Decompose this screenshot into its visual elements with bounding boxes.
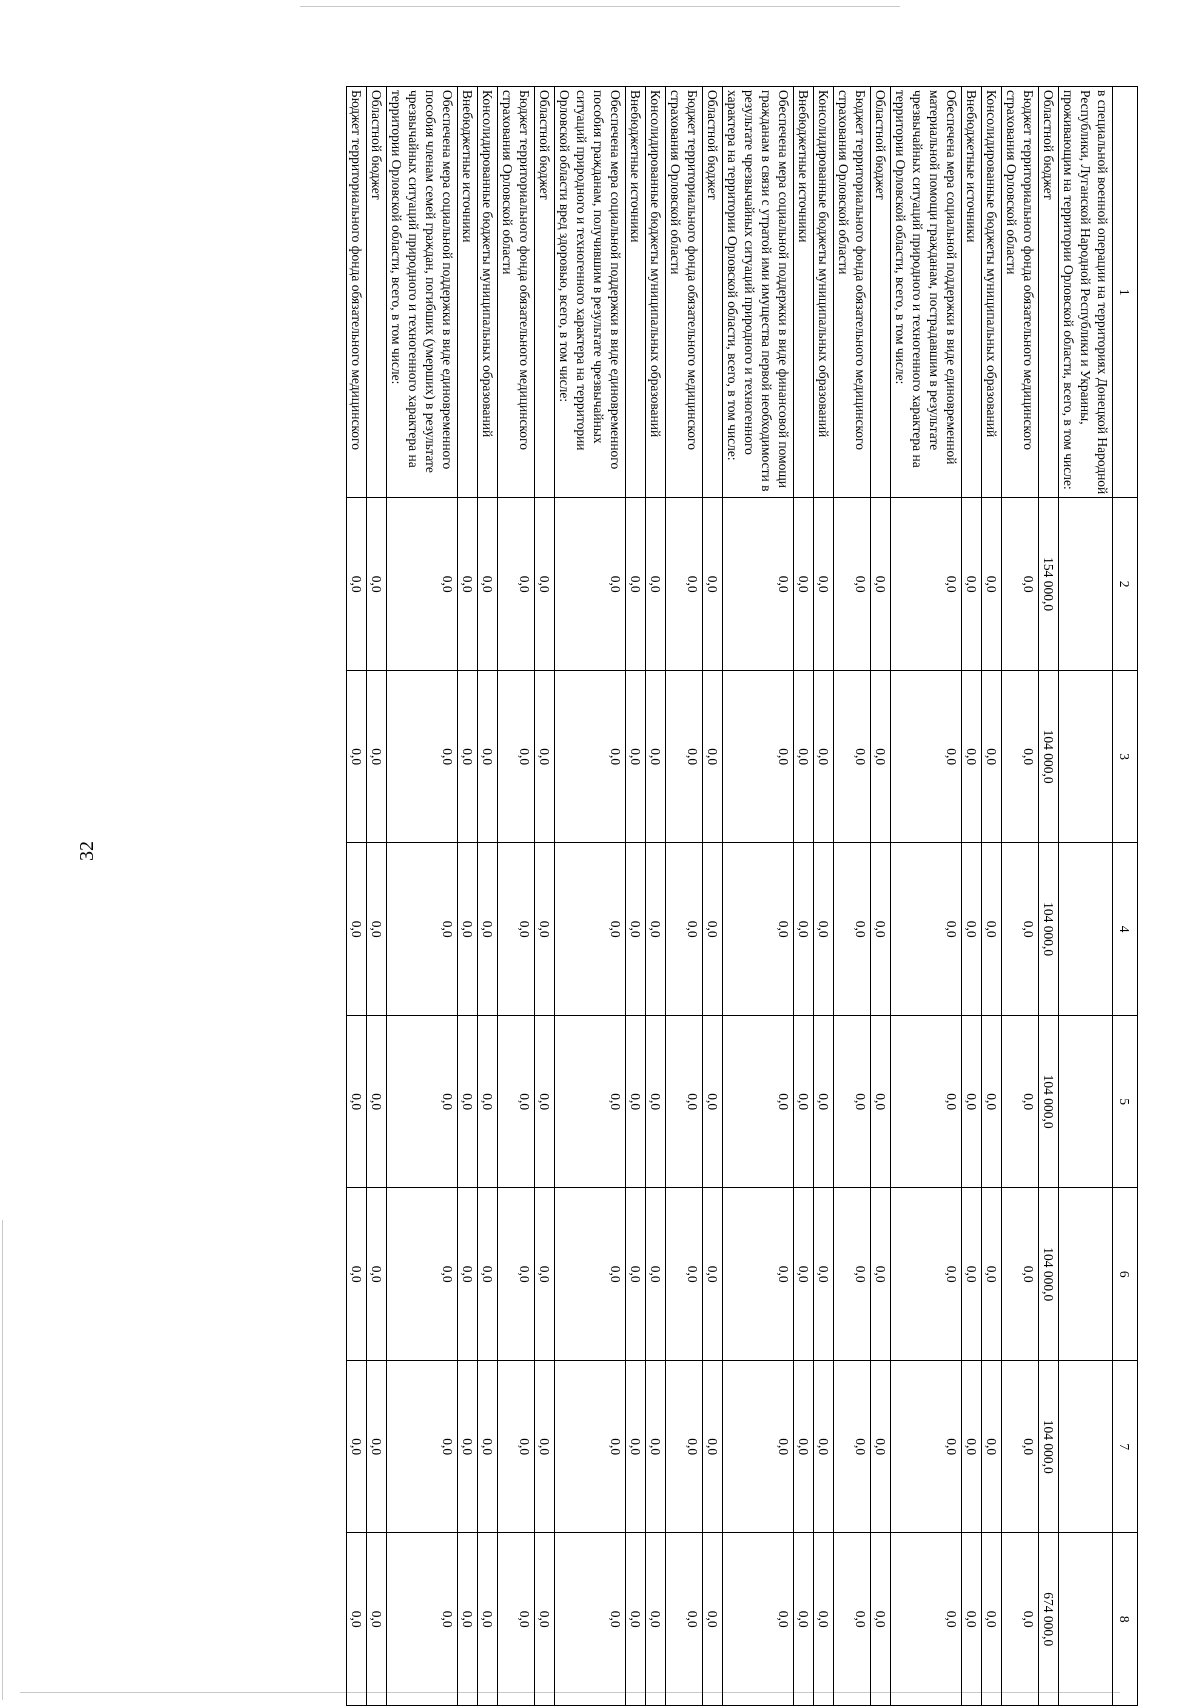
row-label: Внебюджетные источники: [458, 87, 478, 498]
value-cell: 0,0: [555, 1188, 626, 1361]
value-cell: 0,0: [962, 1360, 982, 1533]
table-row: [982, 87, 1002, 1706]
value-cell: 0,0: [794, 1015, 814, 1188]
value-cell: 0,0: [347, 843, 367, 1016]
value-cell: 0,0: [723, 498, 794, 671]
row-label: Областной бюджет: [367, 87, 387, 498]
value-cell: 0,0: [626, 1360, 646, 1533]
value-cell: 0,0: [646, 1533, 666, 1706]
value-cell: 0,0: [347, 1533, 367, 1706]
value-cell: 0,0: [814, 843, 834, 1016]
value-cell: 0,0: [834, 498, 871, 671]
value-cell: 0,0: [458, 1533, 478, 1706]
value-cell: 0,0: [498, 670, 535, 843]
value-cell: 0,0: [703, 1360, 723, 1533]
value-cell: 0,0: [1002, 1533, 1039, 1706]
value-cell: 0,0: [555, 1360, 626, 1533]
value-cell: 0,0: [478, 1015, 498, 1188]
value-cell: 0,0: [834, 843, 871, 1016]
value-cell: 0,0: [814, 1360, 834, 1533]
value-cell: 0,0: [666, 1015, 703, 1188]
value-cell: 0,0: [1002, 1015, 1039, 1188]
value-cell: 0,0: [814, 1188, 834, 1361]
value-cell: 0,0: [387, 1015, 458, 1188]
value-cell: 104 000,0: [1039, 843, 1059, 1016]
row-label: Внебюджетные источники: [626, 87, 646, 498]
table-row: [723, 87, 794, 1706]
value-cell: 0,0: [367, 843, 387, 1016]
value-cell: 0,0: [367, 1188, 387, 1361]
budget-table: [346, 86, 1138, 1706]
table-body: [347, 87, 1113, 1706]
value-cell: 0,0: [387, 670, 458, 843]
value-cell: 0,0: [871, 1188, 891, 1361]
value-cell: 0,0: [703, 1015, 723, 1188]
value-cell: 0,0: [794, 670, 814, 843]
value-cell: 0,0: [367, 1015, 387, 1188]
value-cell: 0,0: [794, 498, 814, 671]
table-row: [891, 87, 962, 1706]
value-cell: 0,0: [535, 1360, 555, 1533]
value-cell: [1059, 1533, 1113, 1706]
value-cell: 0,0: [347, 1360, 367, 1533]
table-row: [646, 87, 666, 1706]
value-cell: 0,0: [834, 1015, 871, 1188]
value-cell: 0,0: [555, 670, 626, 843]
value-cell: 0,0: [962, 670, 982, 843]
value-cell: 0,0: [891, 1533, 962, 1706]
value-cell: 0,0: [982, 1188, 1002, 1361]
value-cell: 0,0: [814, 1015, 834, 1188]
row-label: Областной бюджет: [535, 87, 555, 498]
value-cell: 0,0: [387, 1360, 458, 1533]
value-cell: 0,0: [794, 1533, 814, 1706]
table-row: [794, 87, 814, 1706]
table-row: [703, 87, 723, 1706]
value-cell: [1059, 1015, 1113, 1188]
row-label: Областной бюджет: [871, 87, 891, 498]
column-header-3: 3: [1113, 670, 1138, 843]
value-cell: 0,0: [478, 1533, 498, 1706]
table-row: [387, 87, 458, 1706]
row-label: Внебюджетные источники: [794, 87, 814, 498]
value-cell: 0,0: [982, 670, 1002, 843]
row-label: Бюджет территориального фонда обязательного медицинского страхования Орловской области: [498, 87, 535, 498]
value-cell: 0,0: [387, 1533, 458, 1706]
value-cell: 0,0: [891, 1360, 962, 1533]
value-cell: 0,0: [498, 1015, 535, 1188]
value-cell: 0,0: [498, 1533, 535, 1706]
row-label: Консолидированные бюджеты муниципальных образований: [814, 87, 834, 498]
value-cell: 0,0: [347, 1188, 367, 1361]
value-cell: 0,0: [367, 1360, 387, 1533]
value-cell: 0,0: [498, 1188, 535, 1361]
value-cell: 0,0: [626, 498, 646, 671]
value-cell: 0,0: [535, 843, 555, 1016]
row-label: Бюджет территориального фонда обязательного медицинского страхования Орловской области: [666, 87, 703, 498]
column-header-5: 5: [1113, 1015, 1138, 1188]
value-cell: [1059, 843, 1113, 1016]
value-cell: 0,0: [891, 1015, 962, 1188]
table-row: [535, 87, 555, 1706]
value-cell: 0,0: [982, 1015, 1002, 1188]
value-cell: 0,0: [703, 1188, 723, 1361]
value-cell: 0,0: [555, 843, 626, 1016]
value-cell: 0,0: [626, 670, 646, 843]
value-cell: 104 000,0: [1039, 1360, 1059, 1533]
value-cell: 0,0: [871, 843, 891, 1016]
scan-edge-left: [2, 1220, 3, 1700]
value-cell: 0,0: [834, 670, 871, 843]
value-cell: 0,0: [1002, 1360, 1039, 1533]
table-row: [458, 87, 478, 1706]
value-cell: [1059, 1360, 1113, 1533]
value-cell: 0,0: [871, 1015, 891, 1188]
value-cell: 0,0: [387, 843, 458, 1016]
value-cell: [1059, 1188, 1113, 1361]
value-cell: 0,0: [458, 670, 478, 843]
value-cell: 0,0: [891, 670, 962, 843]
value-cell: 0,0: [703, 498, 723, 671]
table-row: [478, 87, 498, 1706]
column-header-6: 6: [1113, 1188, 1138, 1361]
value-cell: 0,0: [814, 1533, 834, 1706]
row-label: Внебюджетные источники: [962, 87, 982, 498]
table-row: [498, 87, 535, 1706]
value-cell: 0,0: [478, 1360, 498, 1533]
row-label: Областной бюджет: [1039, 87, 1059, 498]
value-cell: 0,0: [891, 843, 962, 1016]
value-cell: 0,0: [666, 843, 703, 1016]
table-row: [367, 87, 387, 1706]
value-cell: 0,0: [478, 843, 498, 1016]
value-cell: 0,0: [498, 843, 535, 1016]
value-cell: 0,0: [1002, 843, 1039, 1016]
value-cell: 0,0: [871, 1360, 891, 1533]
value-cell: 0,0: [458, 1015, 478, 1188]
value-cell: 0,0: [703, 1533, 723, 1706]
value-cell: 0,0: [347, 1015, 367, 1188]
table-row: [1002, 87, 1039, 1706]
value-cell: 0,0: [478, 1188, 498, 1361]
value-cell: 0,0: [1002, 1188, 1039, 1361]
value-cell: 0,0: [478, 670, 498, 843]
row-label: Консолидированные бюджеты муниципальных образований: [982, 87, 1002, 498]
value-cell: 0,0: [794, 843, 814, 1016]
value-cell: 0,0: [703, 670, 723, 843]
row-label: Консолидированные бюджеты муниципальных образований: [478, 87, 498, 498]
value-cell: 0,0: [555, 1533, 626, 1706]
value-cell: 104 000,0: [1039, 670, 1059, 843]
value-cell: 0,0: [535, 1533, 555, 1706]
value-cell: 0,0: [626, 843, 646, 1016]
value-cell: 0,0: [458, 843, 478, 1016]
scan-edge-top: [300, 6, 900, 7]
table-row: [814, 87, 834, 1706]
value-cell: 0,0: [891, 1188, 962, 1361]
value-cell: 0,0: [458, 1360, 478, 1533]
value-cell: 0,0: [458, 1188, 478, 1361]
value-cell: 154 000,0: [1039, 498, 1059, 671]
value-cell: 0,0: [723, 1188, 794, 1361]
row-label: Обеспечена мера социальной поддержки в виде единовременной материальной помощи гражданам, пострадавшим в результате чрезвычайных ситуаций природного и техногенного характера на территории Орловской области, всего, в том числе:: [891, 87, 962, 498]
row-label: Бюджет территориального фонда обязательного медицинского страхования Орловской области: [1002, 87, 1039, 498]
table-row: [347, 87, 367, 1706]
value-cell: 0,0: [1002, 670, 1039, 843]
value-cell: 0,0: [478, 498, 498, 671]
value-cell: 0,0: [535, 1015, 555, 1188]
value-cell: 0,0: [871, 670, 891, 843]
row-label: Консолидированные бюджеты муниципальных образований: [646, 87, 666, 498]
value-cell: 0,0: [982, 843, 1002, 1016]
value-cell: 0,0: [367, 1533, 387, 1706]
value-cell: 0,0: [646, 1015, 666, 1188]
value-cell: 0,0: [834, 1533, 871, 1706]
value-cell: 0,0: [535, 1188, 555, 1361]
table-row: [1039, 87, 1059, 1706]
value-cell: 0,0: [646, 670, 666, 843]
value-cell: 0,0: [962, 498, 982, 671]
value-cell: 0,0: [982, 1533, 1002, 1706]
value-cell: 0,0: [555, 498, 626, 671]
value-cell: [1059, 498, 1113, 671]
value-cell: 0,0: [666, 498, 703, 671]
value-cell: 0,0: [626, 1533, 646, 1706]
value-cell: 0,0: [814, 670, 834, 843]
table-row: [1059, 87, 1113, 1706]
value-cell: 674 000,0: [1039, 1533, 1059, 1706]
value-cell: 0,0: [962, 843, 982, 1016]
row-label: Областной бюджет: [703, 87, 723, 498]
value-cell: 0,0: [871, 1533, 891, 1706]
value-cell: 0,0: [723, 1015, 794, 1188]
value-cell: 0,0: [347, 670, 367, 843]
value-cell: 0,0: [626, 1188, 646, 1361]
value-cell: 0,0: [891, 498, 962, 671]
header-row: [1113, 87, 1138, 1706]
value-cell: 0,0: [498, 498, 535, 671]
table-row: [666, 87, 703, 1706]
value-cell: 0,0: [646, 1360, 666, 1533]
value-cell: 0,0: [555, 1015, 626, 1188]
value-cell: 104 000,0: [1039, 1188, 1059, 1361]
value-cell: 0,0: [794, 1188, 814, 1361]
table-row: [871, 87, 891, 1706]
value-cell: 0,0: [535, 670, 555, 843]
value-cell: 0,0: [666, 1188, 703, 1361]
table-row: [962, 87, 982, 1706]
table-row: [555, 87, 626, 1706]
row-label: Обеспечена мера социальной поддержки в виде единовременного пособия членам семей граждан, погибших (умерших) в результате чрезвычайных ситуаций природного и техногенного характера на территории Орловской области, всего, в том числе:: [387, 87, 458, 498]
value-cell: 0,0: [723, 670, 794, 843]
value-cell: 0,0: [387, 498, 458, 671]
value-cell: 0,0: [1002, 498, 1039, 671]
value-cell: 0,0: [962, 1188, 982, 1361]
value-cell: [1059, 670, 1113, 843]
value-cell: 0,0: [703, 843, 723, 1016]
value-cell: 0,0: [387, 1188, 458, 1361]
value-cell: 0,0: [498, 1360, 535, 1533]
value-cell: 0,0: [458, 498, 478, 671]
value-cell: 0,0: [367, 670, 387, 843]
row-label: в специальной военной операции на территориях Донецкой Народной Республики, Луганской Народной Республики и Украины, проживающим на территории Орловской области, всего, в том числе:: [1059, 87, 1113, 498]
value-cell: 0,0: [666, 1533, 703, 1706]
value-cell: 0,0: [871, 498, 891, 671]
column-header-7: 7: [1113, 1360, 1138, 1533]
value-cell: 0,0: [646, 498, 666, 671]
column-header-8: 8: [1113, 1533, 1138, 1706]
table-row: [626, 87, 646, 1706]
table-row: [834, 87, 871, 1706]
value-cell: 0,0: [666, 1360, 703, 1533]
value-cell: 0,0: [962, 1533, 982, 1706]
rotated-table-container: [140, 86, 1138, 1706]
value-cell: 0,0: [723, 1533, 794, 1706]
value-cell: 0,0: [666, 670, 703, 843]
column-header-1: 1: [1113, 87, 1138, 498]
column-header-4: 4: [1113, 843, 1138, 1016]
value-cell: 104 000,0: [1039, 1015, 1059, 1188]
value-cell: 0,0: [982, 1360, 1002, 1533]
value-cell: 0,0: [834, 1360, 871, 1533]
row-label: Обеспечена мера социальной поддержки в виде финансовой помощи гражданам в связи с утратой ими имущества первой необходимости в результате чрезвычайных ситуаций природного и техногенного характера на территории Орловской области, всего, в том числе:: [723, 87, 794, 498]
value-cell: 0,0: [646, 843, 666, 1016]
value-cell: 0,0: [723, 843, 794, 1016]
value-cell: 0,0: [834, 1188, 871, 1361]
value-cell: 0,0: [347, 498, 367, 671]
row-label: Обеспечена мера социальной поддержки в виде единовременного пособия гражданам, получившим в результате чрезвычайных ситуаций природного и техногенного характера на территории Орловской области вред здоровью, всего, в том числе:: [555, 87, 626, 498]
column-header-2: 2: [1113, 498, 1138, 671]
value-cell: 0,0: [535, 498, 555, 671]
value-cell: 0,0: [646, 1188, 666, 1361]
value-cell: 0,0: [982, 498, 1002, 671]
value-cell: 0,0: [814, 498, 834, 671]
value-cell: 0,0: [626, 1015, 646, 1188]
value-cell: 0,0: [794, 1360, 814, 1533]
page-number: 32: [76, 841, 98, 861]
value-cell: 0,0: [962, 1015, 982, 1188]
value-cell: 0,0: [367, 498, 387, 671]
row-label: Бюджет территориального фонда обязательного медицинского страхования Орловской области: [834, 87, 871, 498]
row-label: Бюджет территориального фонда обязательного медицинского: [347, 87, 367, 498]
value-cell: 0,0: [723, 1360, 794, 1533]
